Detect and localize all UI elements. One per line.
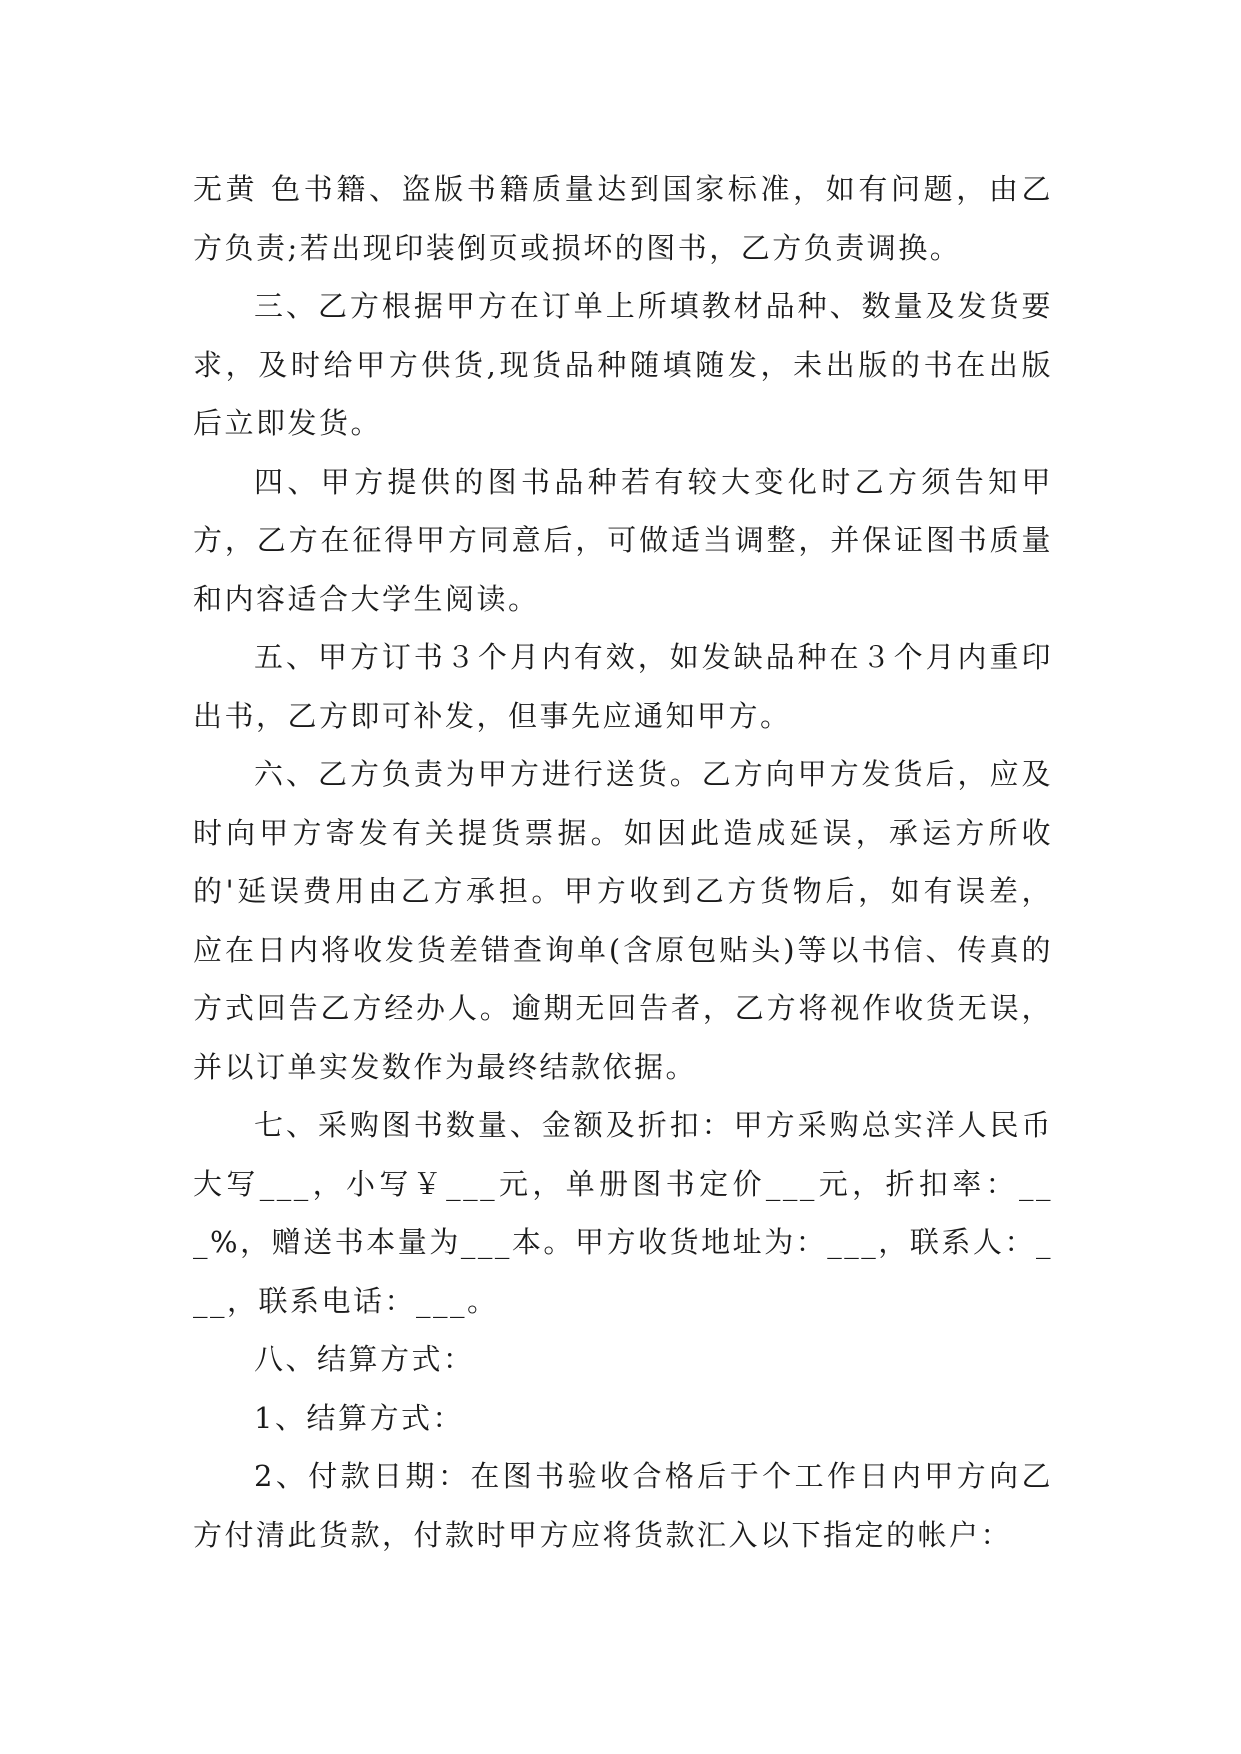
paragraph-clause-6: 六、乙方负责为甲方进行送货。乙方向甲方发货后，应及时向甲方寄发有关提货票据。如因此造成延误，承运方所收的'延误费用由乙方承担。甲方收到乙方货物后，如有误差，应在日内将收发货差错查询单(含原包贴头)等以书信、传真的方式回告乙方经办人。逾期无回告者，乙方将视作收货无误，并以订单实发数作为最终结款依据。 [193,757,1053,1084]
paragraph-clause-3: 三、乙方根据甲方在订单上所填教材品种、数量及发货要求，及时给甲方供货,现货品种随填随发，未出版的书在出版后立即发货。 [193,289,1053,440]
paragraph-settlement-method: 1、结算方式： [254,1400,464,1435]
paragraph-continued-quality: 无黄 色书籍、盗版书籍质量达到国家标准，如有问题，由乙方负责;若出现印装倒页或损坏的图书，乙方负责调换。 [193,172,1053,265]
paragraph-payment-date: 2、付款日期：在图书验收合格后于个工作日内甲方向乙方付清此货款，付款时甲方应将货款汇入以下指定的帐户： [193,1459,1053,1552]
document-body [193,160,1053,1564]
paragraph-clause-8-heading: 八、结算方式： [254,1342,475,1376]
paragraph-clause-7: 七、采购图书数量、金额及折扣：甲方采购总实洋人民币大写___，小写￥___元，单册图书定价___元，折扣率：___%，赠送书本量为___本。甲方收货地址为：___，联系人：___，联系电话：___。 [193,1108,1053,1318]
paragraph-clause-5: 五、甲方订书３个月内有效，如发缺品种在３个月内重印出书，乙方即可补发，但事先应通知甲方。 [193,640,1053,733]
paragraph-clause-4: 四、甲方提供的图书品种若有较大变化时乙方须告知甲方，乙方在征得甲方同意后，可做适当调整，并保证图书质量和内容适合大学生阅读。 [193,464,1053,616]
